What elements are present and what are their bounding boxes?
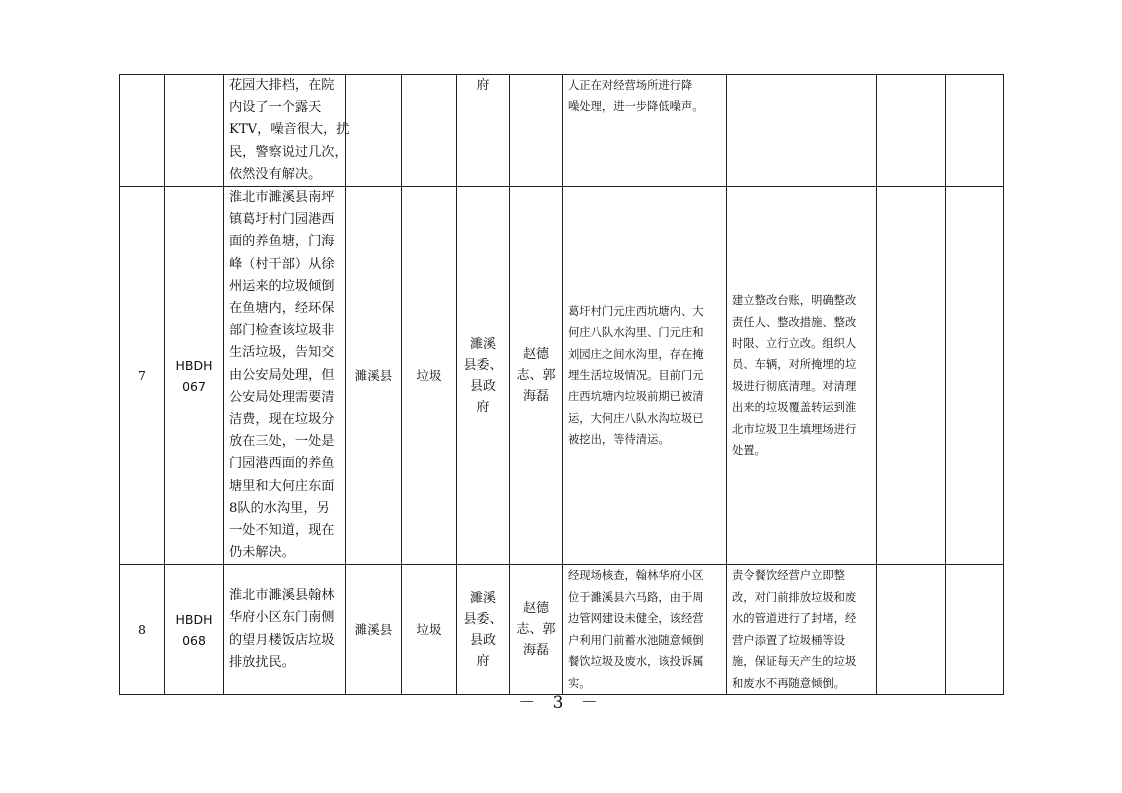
complaint-text-line: 依然没有解决。 bbox=[229, 166, 322, 182]
investigation-result-line: 人正在对经营场所进行降 bbox=[568, 79, 693, 92]
investigation-result-line: 户利用门前蓄水池随意倾倒 bbox=[568, 633, 704, 647]
complaint-text-line: 8队的水沟里，另 bbox=[229, 500, 330, 516]
responsible-person-line: 赵德 bbox=[522, 601, 549, 617]
complaint-text-line: 排放扰民。 bbox=[229, 654, 295, 670]
rectification-action-line: 和废水不再随意倾倒。 bbox=[732, 676, 845, 690]
complaint-table bbox=[119, 74, 1004, 695]
case-code-line: 068 bbox=[182, 632, 206, 648]
area-cell bbox=[346, 75, 402, 187]
complaint-text-line: 内设了一个露天 bbox=[229, 100, 322, 116]
rectification-action-line: 员、车辆，对所掩埋的垃 bbox=[732, 358, 857, 372]
extra-cell-1 bbox=[877, 187, 946, 565]
pollution-type: 垃圾 bbox=[402, 565, 457, 694]
rectification-action-line: 责任人、整改措施、整改 bbox=[732, 315, 857, 329]
table-row bbox=[120, 75, 1004, 187]
complaint-text bbox=[224, 187, 346, 565]
complaint-text-line: 洁费，现在垃圾分 bbox=[229, 412, 335, 428]
case-code-line: HBDH bbox=[175, 357, 213, 373]
rectification-action-line: 建立整改台账，明确整改 bbox=[732, 294, 857, 308]
case-code-line: HBDH bbox=[175, 611, 213, 627]
responsible-unit-line: 县委、 bbox=[463, 611, 503, 627]
investigation-result-line: 刘园庄之间水沟里，存在掩 bbox=[568, 347, 704, 361]
responsible-unit-line: 濉溪 bbox=[469, 336, 496, 352]
responsible-person-line: 海磊 bbox=[522, 389, 549, 405]
complaint-text-line: 一处不知道，现在 bbox=[229, 523, 335, 539]
rectification-action-line: 改，对门前排放垃圾和废 bbox=[732, 590, 857, 604]
responsible-person bbox=[510, 565, 563, 694]
extra-cell-2 bbox=[946, 187, 1004, 565]
complaint-text-line: 的望月楼饭店垃圾 bbox=[229, 632, 335, 648]
complaint-text-line: 民，警察说过几次， bbox=[229, 144, 348, 160]
rectification-action-line: 时限、立行立改。组织人 bbox=[732, 336, 857, 350]
rectification-action bbox=[727, 75, 877, 187]
responsible-person-line: 海磊 bbox=[522, 643, 549, 659]
investigation-result-line: 实。 bbox=[568, 676, 591, 690]
complaint-text bbox=[224, 75, 350, 187]
complaint-text-line: 面的养鱼塘，门海 bbox=[229, 234, 335, 250]
investigation-result-line: 经现场核查，翰林华府小区 bbox=[568, 569, 704, 583]
complaint-text-line: 部门检查该垃圾非 bbox=[229, 323, 335, 339]
investigation-result-line: 何庄八队水沟里、门元庄和 bbox=[568, 326, 704, 340]
investigation-result bbox=[563, 187, 727, 565]
extra-cell-2 bbox=[946, 565, 1004, 694]
responsible-unit-line: 府 bbox=[476, 78, 490, 93]
case-code bbox=[165, 565, 224, 694]
table-row bbox=[120, 187, 1004, 565]
complaint-text-line: 花园大排档，在院 bbox=[229, 78, 335, 93]
rectification-action-line: 营户添置了垃圾桶等设 bbox=[732, 633, 845, 647]
rectification-action-line: 处置。 bbox=[732, 443, 766, 457]
investigation-result-line: 噪处理，进一步降低噪声。 bbox=[568, 100, 704, 114]
table-row bbox=[120, 565, 1004, 694]
responsible-unit bbox=[457, 75, 510, 187]
responsible-unit-line: 府 bbox=[476, 653, 490, 669]
complaint-text-line: 州运来的垃圾倾倒 bbox=[229, 278, 335, 294]
row-index: 8 bbox=[120, 565, 165, 694]
investigation-result-line: 庄西坑塘内垃圾前期已被清 bbox=[568, 390, 704, 404]
investigation-result bbox=[563, 75, 727, 187]
area-cell: 濉溪县 bbox=[346, 565, 402, 694]
responsible-unit bbox=[457, 187, 510, 565]
responsible-person bbox=[510, 187, 563, 565]
complaint-text-line: 仍未解决。 bbox=[229, 545, 295, 561]
responsible-unit-line: 县政 bbox=[469, 632, 496, 648]
complaint-text-line: 由公安局处理，但 bbox=[229, 367, 335, 383]
row-index bbox=[120, 75, 165, 187]
complaint-text-line: 峰（村干部）从徐 bbox=[229, 256, 335, 272]
responsible-person-line: 志、郭 bbox=[516, 622, 556, 638]
responsible-unit-line: 濉溪 bbox=[469, 590, 496, 606]
case-code bbox=[165, 75, 224, 187]
complaint-text-line: 镇葛圩村门园港西 bbox=[229, 212, 335, 228]
extra-cell-1 bbox=[877, 75, 946, 187]
investigation-result-line: 位于濉溪县六马路，由于周 bbox=[568, 590, 704, 604]
complaint-text-line: 在鱼塘内，经环保 bbox=[229, 301, 335, 317]
complaint-text bbox=[224, 565, 346, 694]
complaint-text-line: KTV，噪音很大，扰 bbox=[229, 122, 350, 138]
rectification-action-line: 责令餐饮经营户立即整 bbox=[732, 569, 845, 583]
rectification-action bbox=[727, 565, 877, 694]
complaint-text-line: 门园港西面的养鱼 bbox=[229, 456, 335, 472]
case-code bbox=[165, 187, 224, 565]
row-index: 7 bbox=[120, 187, 165, 565]
responsible-unit bbox=[457, 565, 510, 694]
responsible-unit-line: 县政 bbox=[469, 378, 496, 394]
investigation-result-line: 餐饮垃圾及废水，该投诉属 bbox=[568, 655, 704, 669]
responsible-unit-line: 府 bbox=[476, 399, 490, 415]
complaint-text-line: 生活垃圾，告知交 bbox=[229, 345, 335, 361]
pollution-type: 垃圾 bbox=[402, 187, 457, 565]
responsible-person-line: 赵德 bbox=[522, 347, 549, 363]
complaint-text-line: 公安局处理需要清 bbox=[229, 389, 335, 405]
rectification-action-line: 水的管道进行了封堵，经 bbox=[732, 612, 857, 626]
investigation-result-line: 埋生活垃圾情况。目前门元 bbox=[568, 369, 704, 383]
responsible-person-line: 志、郭 bbox=[516, 368, 556, 384]
complaint-text-line: 塘里和大何庄东面 bbox=[229, 478, 335, 494]
responsible-unit-line: 县委、 bbox=[463, 357, 503, 373]
rectification-action-line: 北市垃圾卫生填埋场进行 bbox=[732, 422, 857, 436]
pollution-type bbox=[402, 75, 457, 187]
complaint-text-line: 放在三处，一处是 bbox=[229, 434, 335, 450]
investigation-result-line: 运，大何庄八队水沟垃圾已 bbox=[568, 411, 704, 425]
rectification-action-line: 施，保证每天产生的垃圾 bbox=[732, 655, 857, 669]
case-code-line: 067 bbox=[182, 378, 206, 394]
rectification-action-line: 圾进行彻底清理。对清理 bbox=[732, 379, 857, 393]
rectification-action-line: 出来的垃圾覆盖转运到淮 bbox=[732, 401, 857, 415]
investigation-result-line: 葛圩村门元庄西坑塘内、大 bbox=[568, 304, 704, 318]
complaint-text-line: 华府小区东门南侧 bbox=[229, 610, 335, 626]
investigation-result-line: 边管网建设未健全，该经营 bbox=[568, 612, 704, 626]
extra-cell-2 bbox=[946, 75, 1004, 187]
responsible-person bbox=[510, 75, 563, 187]
rectification-action bbox=[727, 187, 877, 565]
page-number: － 3 － bbox=[518, 693, 604, 713]
investigation-result-line: 被挖出，等待清运。 bbox=[568, 433, 670, 447]
area-cell: 濉溪县 bbox=[346, 187, 402, 565]
investigation-result bbox=[563, 565, 727, 694]
extra-cell-1 bbox=[877, 565, 946, 694]
complaint-text-line: 淮北市濉溪县南坪 bbox=[229, 190, 335, 206]
complaint-text-line: 淮北市濉溪县翰林 bbox=[229, 588, 335, 604]
